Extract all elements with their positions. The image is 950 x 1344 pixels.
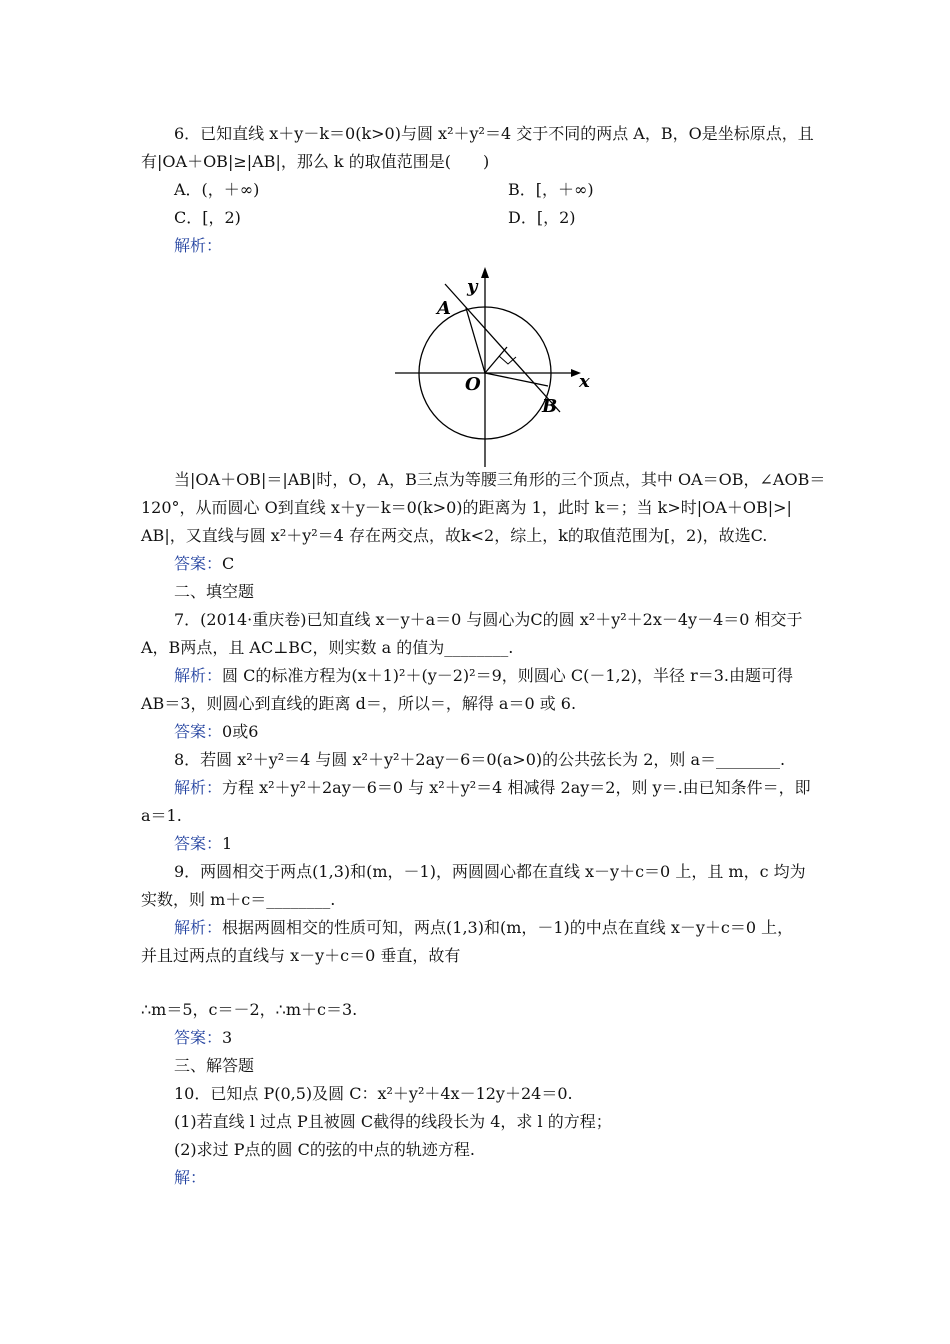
q8-solution-text: 方程 x²＋y²＋2ay－6＝0 与 x²＋y²＝4 相减得 2ay＝2，则 y＝.由已知条件＝，即	[222, 778, 811, 797]
q6-option-c: C．[，2)	[174, 208, 241, 227]
q6-solution-line3: AB|，又直线与圆 x²＋y²＝4 存在两交点，故k<2，综上，k的取值范围为[，2)，故选C.	[141, 526, 768, 545]
answer-value: 0或6	[222, 722, 259, 741]
q9-solution-line1	[174, 918, 793, 938]
q6-option-a: A．(，＋∞)	[174, 180, 260, 199]
label-o: O	[465, 374, 481, 395]
answer-label: 答案：	[174, 1028, 223, 1047]
q6-answer	[174, 554, 234, 574]
q6-option-b: B．[，＋∞)	[508, 180, 594, 199]
label-x: x	[579, 371, 590, 392]
answer-value: C	[222, 554, 235, 573]
q8-solution-line2: a＝1.	[141, 806, 182, 825]
q7-stem-line2: A，B两点，且 AC⊥BC，则实数 a 的值为________.	[141, 638, 514, 657]
section-heading-fill-in: 二、填空题	[174, 582, 255, 601]
analysis-label: 解析：	[174, 666, 223, 685]
label-b: B	[542, 396, 558, 417]
q9-stem-line2: 实数，则 m＋c＝________.	[141, 890, 336, 909]
line-ab	[445, 284, 560, 412]
q6-figure-circle-diagram	[395, 262, 595, 467]
q9-solution-line2: 并且过两点的直线与 x－y＋c＝0 垂直，故有	[141, 946, 461, 965]
q10-solution-label: 解：	[174, 1168, 207, 1187]
answer-value: 1	[222, 834, 233, 853]
analysis-label: 解析：	[174, 778, 223, 797]
q8-solution-line1	[174, 778, 811, 798]
answer-label: 答案：	[174, 834, 223, 853]
y-axis-arrow	[481, 267, 489, 278]
q7-solution-text: 圆 C的标准方程为(x＋1)²＋(y－2)²＝9，则圆心 C(－1,2)，半径 r＝3.由题可得	[222, 666, 794, 685]
q7-answer	[174, 722, 258, 742]
q9-stem-line1: 9．两圆相交于两点(1,3)和(m，－1)，两圆圆心都在直线 x－y＋c＝0 上，且 m，c 均为	[174, 862, 806, 881]
q6-solution-line1: 当|OA＋OB|＝|AB|时，O，A，B三点为等腰三角形的三个顶点，其中 OA＝OB，∠AOB＝	[174, 470, 826, 489]
q6-analysis-label: 解析：	[174, 236, 223, 255]
section-heading-solve: 三、解答题	[174, 1056, 255, 1075]
answer-value: 3	[222, 1028, 233, 1047]
q9-solution-text: 根据两圆相交的性质可知，两点(1,3)和(m，－1)的中点在直线 x－y＋c＝0 上，	[222, 918, 794, 937]
q6-solution-line2: 120°，从而圆心 O到直线 x＋y－k＝0(k>0)的距离为 1，此时 k＝；当 k>时|OA＋OB|>|	[141, 498, 792, 517]
answer-label: 答案：	[174, 554, 223, 573]
q6-stem-line1: 6．已知直线 x＋y－k＝0(k>0)与圆 x²＋y²＝4 交于不同的两点 A，B，O是坐标原点，且	[174, 124, 814, 143]
q8-answer	[174, 834, 232, 854]
q7-solution-line1	[174, 666, 793, 686]
q8-stem-line1: 8．若圆 x²＋y²＝4 与圆 x²＋y²＋2ay－6＝0(a>0)的公共弦长为 2，则 a＝________.	[174, 750, 786, 769]
q6-stem-line2: 有|OA＋OB|≥|AB|，那么 k 的取值范围是( )	[141, 152, 490, 171]
analysis-label: 解析：	[174, 918, 223, 937]
label-y: y	[467, 276, 478, 297]
answer-label: 答案：	[174, 722, 223, 741]
segment-ob	[485, 373, 548, 386]
q10-part1: (1)若直线 l 过点 P且被圆 C截得的线段长为 4，求 l 的方程；	[174, 1112, 612, 1131]
q7-solution-line2: AB＝3，则圆心到直线的距离 d＝，所以＝，解得 a＝0 或 6.	[141, 694, 577, 713]
q10-part2: (2)求过 P点的圆 C的弦的中点的轨迹方程.	[174, 1140, 475, 1159]
q7-stem-line1: 7．(2014·重庆卷)已知直线 x－y＋a＝0 与圆心为C的圆 x²＋y²＋2x－4y－4＝0 相交于	[174, 610, 803, 629]
q9-answer	[174, 1028, 232, 1048]
label-a: A	[437, 298, 451, 319]
circle-line-diagram	[395, 262, 595, 467]
q10-stem: 10．已知点 P(0,5)及圆 C：x²＋y²＋4x－12y＋24＝0.	[174, 1084, 573, 1103]
q6-option-d: D．[，2)	[508, 208, 576, 227]
q9-solution-line3: ∴m＝5，c＝－2，∴m＋c＝3.	[141, 1000, 358, 1019]
